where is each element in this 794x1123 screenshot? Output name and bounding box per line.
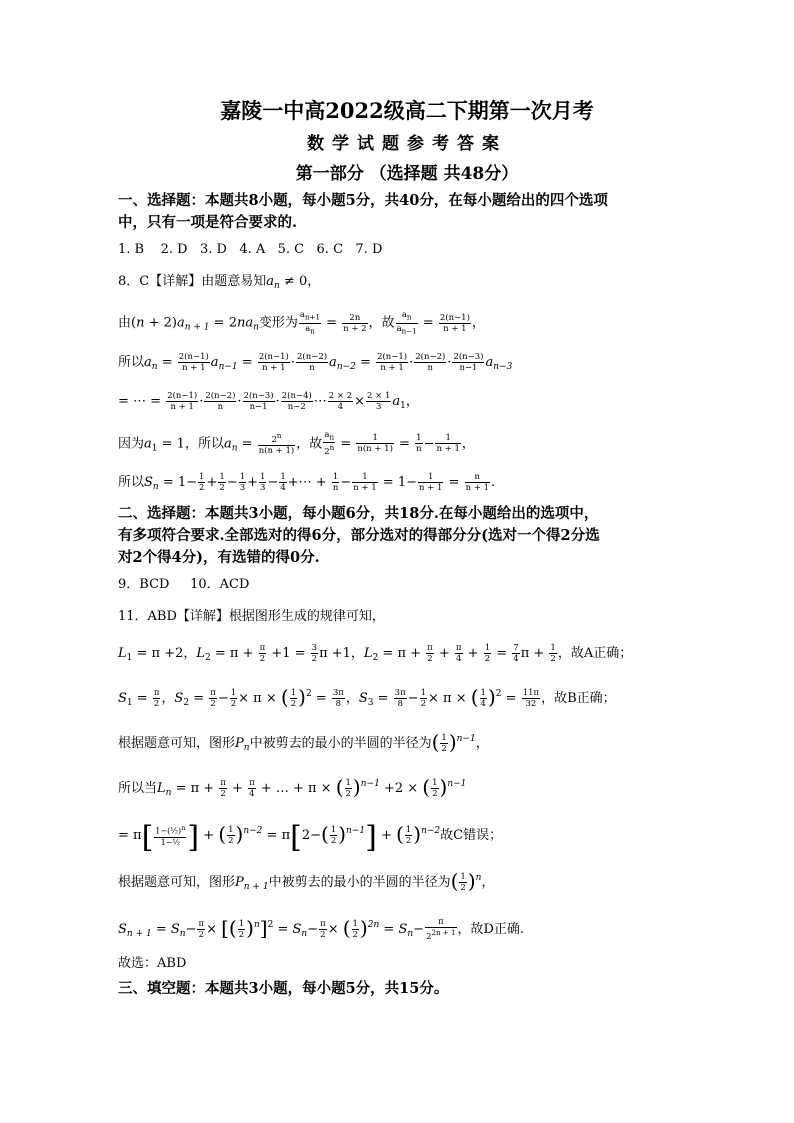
q8-line5: 所以$S_n = 1-$ $\frac{1}{2}$ + $\frac{1}{2}$ − $\frac{1}{3}$ + $\frac{1}{3}$ − $\frac{1}{4}$ +⋯ + $\frac{1}{n}$ − $\frac{1}{n + 1}$ = 1− $\frac{1}{n + 1}$ = $\frac{n}{n + 1}$ . xyxy=(118,471,496,493)
q8-line4: 因为$a_1 = 1$，所以$a_n$ = $\frac{2^n}{n(n + 1)}$ ，故 $\frac{a_n}{2^n}$ = $\frac{1}{n(n + 1)}$ = $\frac{1}{n}$ − $\frac{1}{n + 1}$ ， xyxy=(118,429,475,458)
section3-heading: 三、填空题：本题共3小题，每小题5分，共15分。 xyxy=(118,979,449,997)
q11-ln-result: = π[ $\frac{1-(\frac{1}{2})^n}{\text{1−½}}$ ] + ( $\frac{1}{2}$ )$^{n-2}$ = π[2−( $\frac{1}{2}$ )$^{n-1}$] + ( $\frac{1}{2}$ )$^{n-2}$故C错误； xyxy=(118,819,503,855)
q11-radius-line2: 根据题意可知，图形$P_{n + 1}$中被剪去的最小的半圆的半径为( $\frac{1}{2}$ )$^n$， xyxy=(118,868,495,893)
q11-sn-line: $S_{n + 1} = S_n-$ $\frac{\pi}{2}$ × [( $\frac{1}{2}$ )$^n]^2 = S_n-$ $\frac{\pi}{2}$ × ( $\frac{1}{2}$ )$^{2n} = S_n-$ $\frac{\pi}{2^{2n + 1}}$ ，故D正确. xyxy=(118,915,525,942)
section1-heading-line1: 一、选择题：本题共8小题，每小题5分，共40分，在每小题给出的四个选项 xyxy=(118,192,608,209)
section2-heading-line2: 有多项符合要求.全部选对的得6分，部分选对的得部分分(选对一个得2分选 xyxy=(118,526,600,544)
q8-intro: 8．C【详解】由题意易知$a_n \ne 0$， xyxy=(118,274,321,291)
page-subtitle: 数学试题参考答案 xyxy=(307,134,507,154)
q11-ln-line: 所以当$L_n = \pi$ + $\frac{\pi}{2}$ + $\frac{\pi}{4}$ + … + π × ( $\frac{1}{2}$ )$^{n-1}$ +2 × ( $\frac{1}{2}$ )$^{n-1}$ xyxy=(118,774,467,799)
q8-line3: = ⋯ = $\frac{2(n-1)}{n + 1}$ · $\frac{2(n-2)}{n}$ · $\frac{2(n-3)}{n-1}$ · $\frac{2(n-4)}{n-2}$ ⋯ $\frac{2 \times 2}{4}$ × $\frac{2 \times 1}{3}$ $a_1$， xyxy=(118,390,419,412)
section2-heading-line1: 二、选择题：本题共3小题，每小题6分，共18分.在每小题给出的选项中， xyxy=(118,504,599,522)
q11-radius-line1: 根据题意可知，图形$P_n$中被剪去的最小的半圆的半径为( $\frac{1}{2}$ )$^{n-1}$， xyxy=(118,729,489,754)
section1-heading-line2: 中，只有一项是符合要求的. xyxy=(118,214,298,231)
q8-line2: 所以$a_n$ = $\frac{2(n-1)}{n + 1}$ $a_{n-1}$ = $\frac{2(n-1)}{n + 1}$ · $\frac{2(n-2)}{n}$ $a_{n-2}$ = $\frac{2(n-1)}{n + 1}$ · $\frac{2(n-2)}{n}$ · $\frac{2(n-3)}{n-1}$ $a_{n-3}$ xyxy=(118,351,513,373)
q11-intro: 11．ABD【详解】根据图形生成的规律可知， xyxy=(118,608,385,624)
q11-s-line: $S_1$ = $\frac{\pi}{2}$ ，$S_2$ = $\frac{\pi}{2}$ − $\frac{1}{2}$ × π × ( $\frac{1}{2}$ )$^2$ = $\frac{3\pi}{8}$ ，$S_3$ = $\frac{3\pi}{8}$ − $\frac{1}{2}$ × π × ( $\frac{1}{4}$ )$^2$ = $\frac{11\pi}{32}$ ，故B正确； xyxy=(118,684,616,709)
page-title: 嘉陵一中高2022级高二下期第一次月考 xyxy=(220,98,594,123)
section2-answers: 9．BCD 10．ACD xyxy=(118,576,250,592)
section1-answers: 1. B 2. D 3. D 4. A 5. C 6. C 7. D xyxy=(118,242,383,257)
q11-final: 故选：ABD xyxy=(118,955,187,971)
section2-heading-line3: 对2个得4分)，有选错的得0分. xyxy=(118,548,320,566)
q11-l-line: $L_1 = \pi +2$，$L_2 = \pi$ + $\frac{\pi}{2}$ +1 = $\frac{3}{2}$ π +1，$L_2 = \pi$ + $\frac{\pi}{2}$ + $\frac{\pi}{4}$ + $\frac{1}{2}$ = $\frac{7}{4}$ π + $\frac{1}{2}$ ，故A正确； xyxy=(118,642,633,664)
part-heading: 第一部分 （选择题 共48分） xyxy=(295,164,519,184)
q8-line1: 由$(n + 2)a_{n + 1} = 2na_n$变形为 $\frac{a_{n+1}}{a_n}$ = $\frac{2n}{n + 2}$ ，故 $\frac{a_n}{a_{n-1}}$ = $\frac{2(n-1)}{n + 1}$ ， xyxy=(118,310,485,336)
answer-sheet xyxy=(118,96,696,1000)
